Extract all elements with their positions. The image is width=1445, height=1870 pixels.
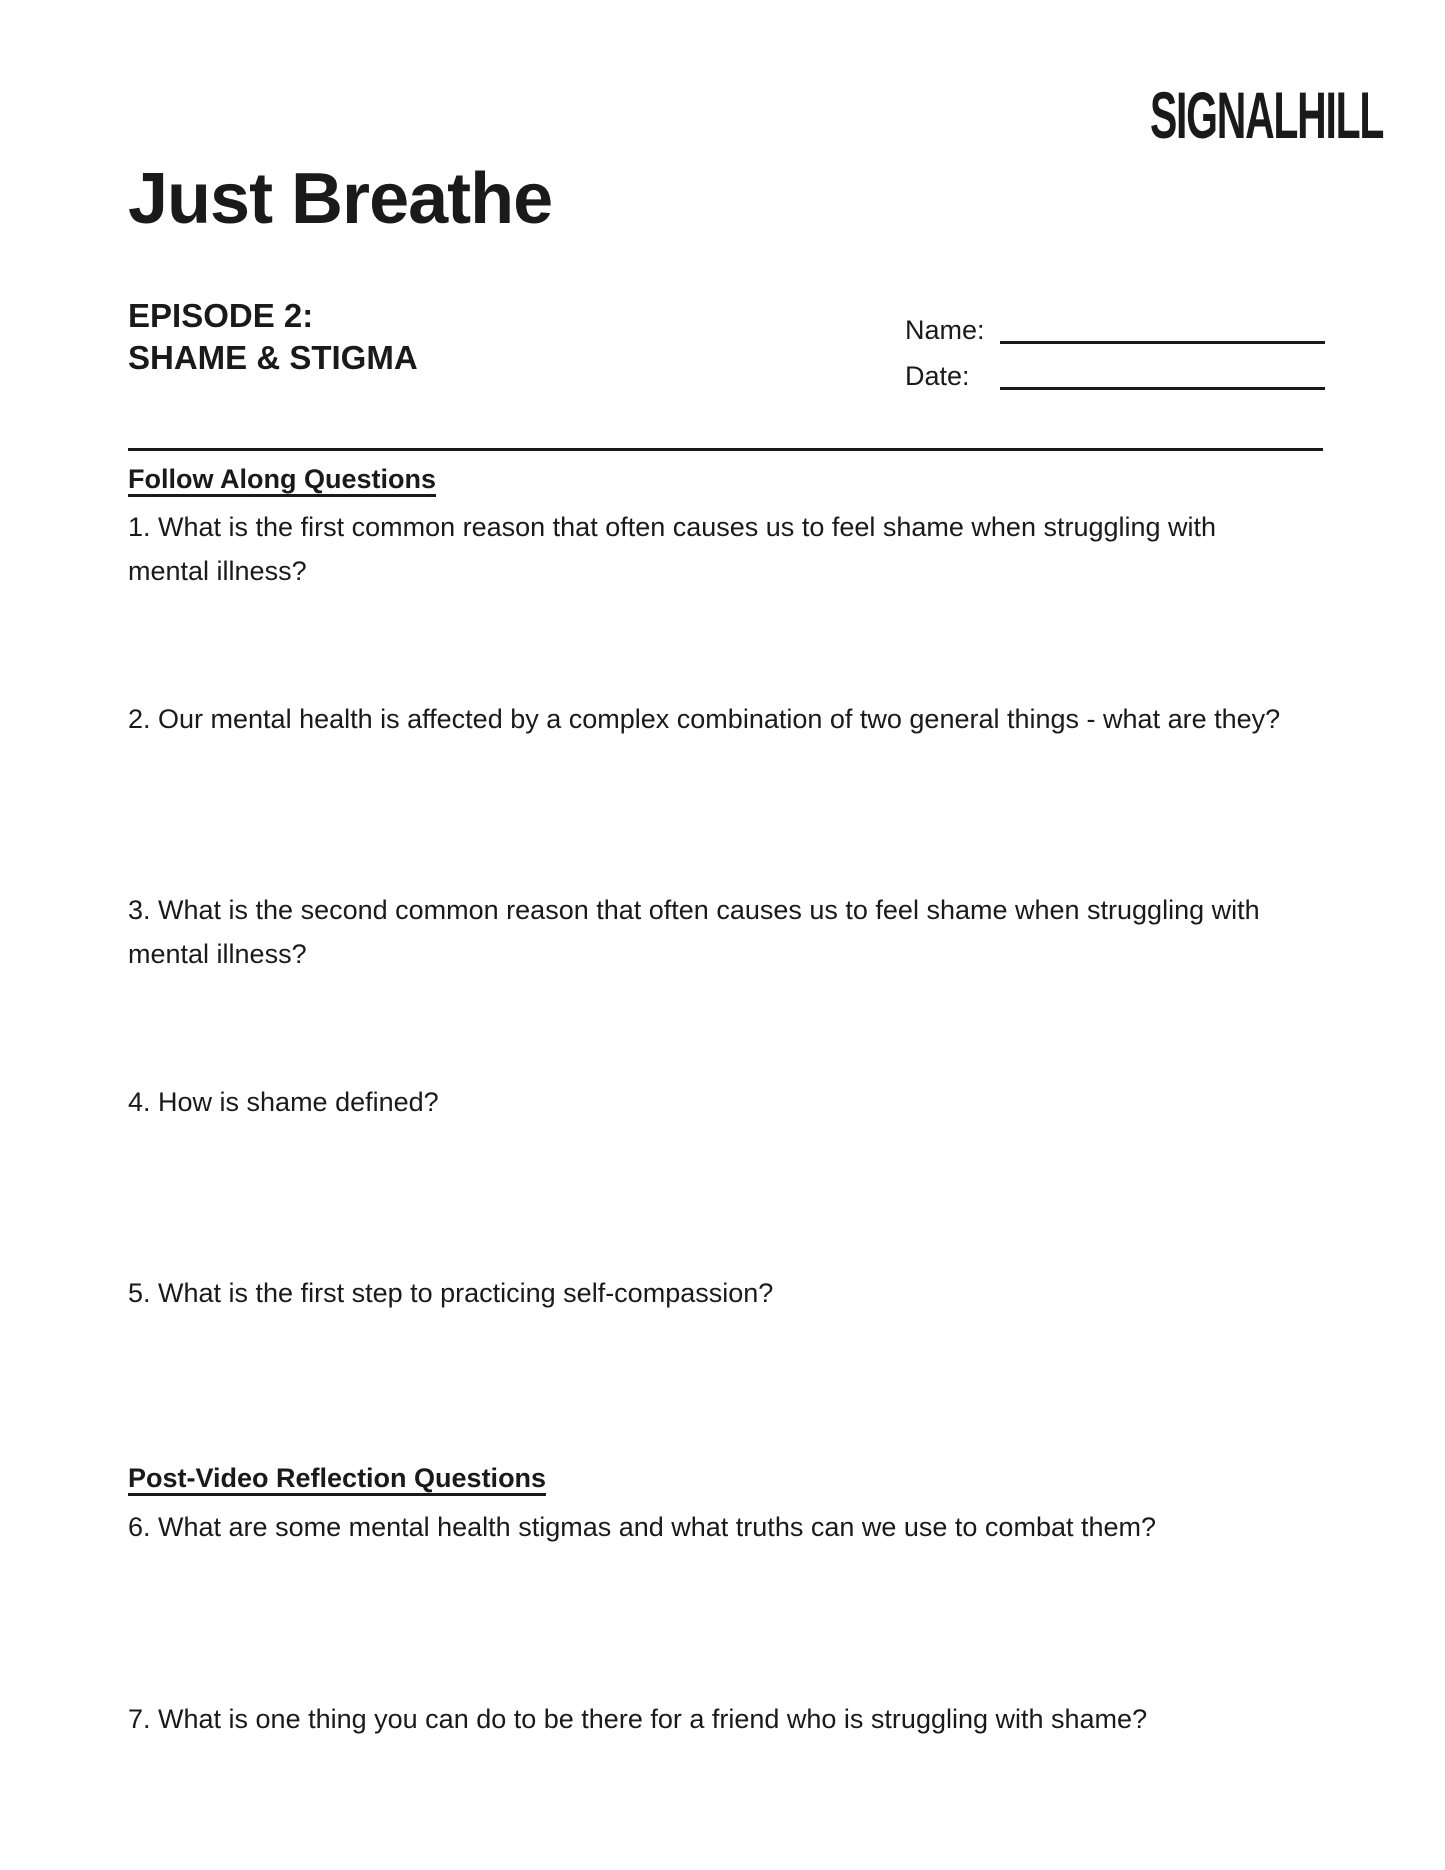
worksheet-title: Just Breathe [128,159,553,239]
question-6: 6. What are some mental health stigmas and what truths can we use to combat them? [128,1512,1157,1542]
student-info-fields [905,298,1325,390]
episode-heading [128,295,418,379]
header-divider [128,448,1323,451]
date-label: Date: [905,361,970,391]
question-4: 4. How is shame defined? [128,1087,439,1117]
name-label: Name: [905,315,985,345]
episode-topic: SHAME & STIGMA [128,339,418,376]
date-field-row [905,344,1325,390]
question-3: 3. What is the second common reason that often causes us to feel shame when struggling with mental illness? [128,895,1260,969]
question-5: 5. What is the first step to practicing self-compassion? [128,1278,774,1308]
question-7: 7. What is one thing you can do to be there for a friend who is struggling with shame? [128,1704,1148,1734]
episode-number: EPISODE 2: [128,297,314,334]
follow-along-heading: Follow Along Questions [128,464,436,497]
question-2: 2. Our mental health is affected by a complex combination of two general things - what are they? [128,704,1281,734]
name-field[interactable] [1000,301,1325,344]
post-video-heading: Post-Video Reflection Questions [128,1463,546,1496]
question-1: 1. What is the first common reason that often causes us to feel shame when struggling with mental illness? [128,512,1217,586]
date-field[interactable] [1000,347,1325,390]
signalhill-logo: SIGNALHILL [1150,78,1384,152]
name-field-row [905,298,1325,344]
